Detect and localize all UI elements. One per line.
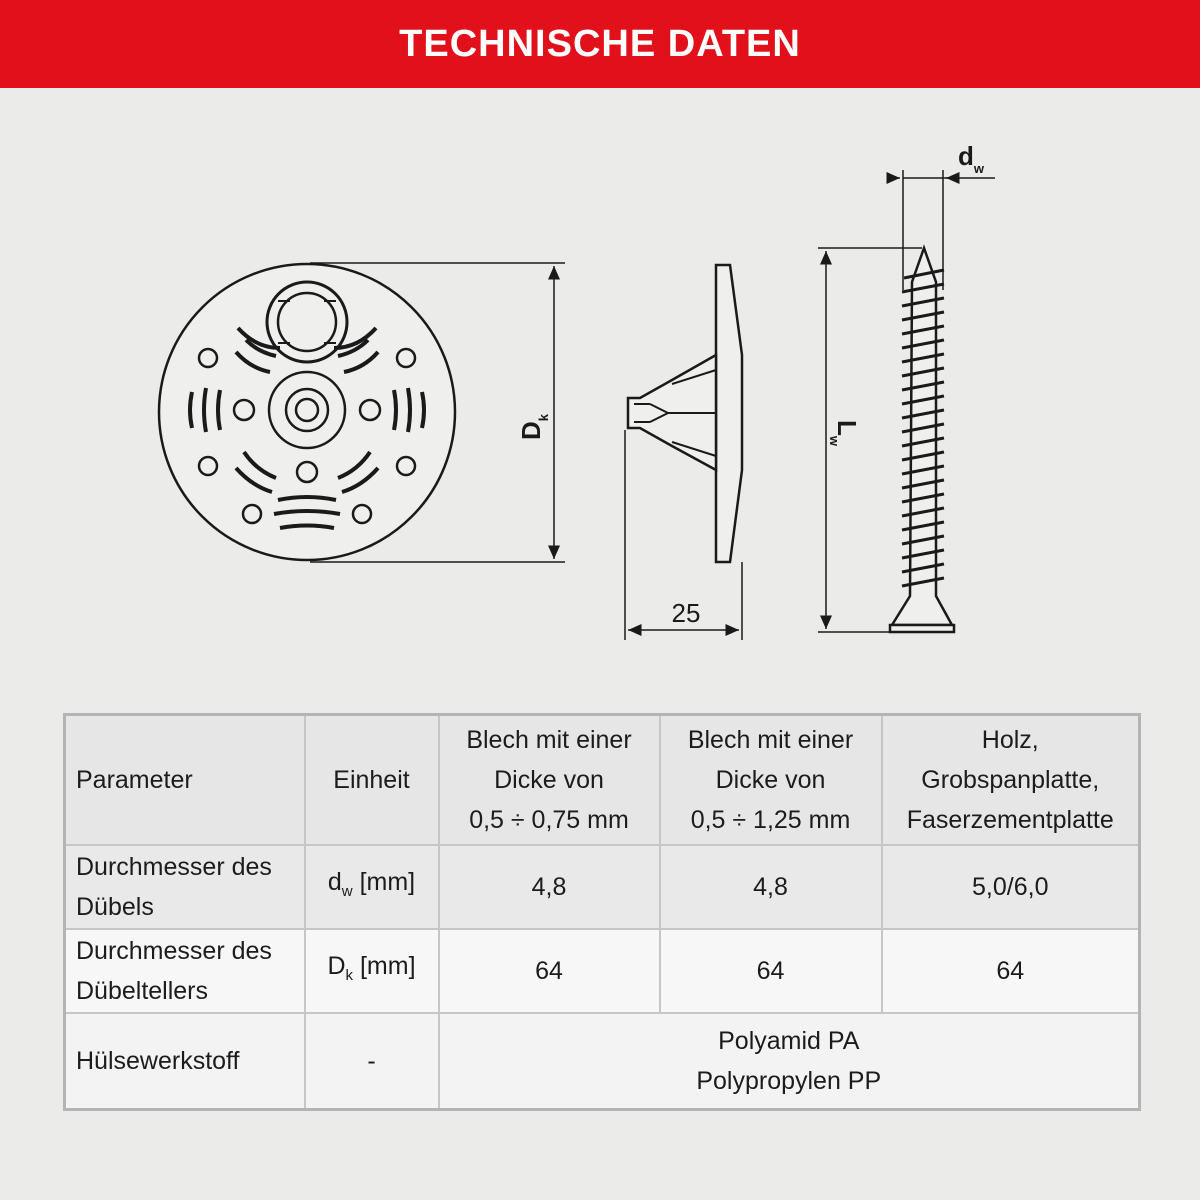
row-value: 5,0/6,0 xyxy=(882,845,1140,929)
lw-label: $L_w$ xyxy=(827,420,862,447)
row-value: 4,8 xyxy=(439,845,660,929)
row-value: 64 xyxy=(660,929,882,1013)
row-unit: $d_w$ [mm] xyxy=(305,845,439,929)
dk-label: $D_k$ xyxy=(516,413,551,440)
table-row xyxy=(65,845,1140,929)
row-value: 64 xyxy=(882,929,1140,1013)
header-unit: Einheit xyxy=(305,715,439,846)
anchor-side-view xyxy=(628,265,742,562)
width-label: 25 xyxy=(671,598,701,628)
header-col1: Blech mit einer Dicke von 0,5 ÷ 0,75 mm xyxy=(439,715,660,846)
row-param: Hülsewerkstoff xyxy=(65,1013,305,1110)
table-row xyxy=(65,929,1140,1013)
page-title: TECHNISCHE DATEN xyxy=(399,22,801,65)
row-unit: $D_k$ [mm] xyxy=(305,929,439,1013)
row-unit: - xyxy=(305,1013,439,1110)
dw-label: $d_w$ xyxy=(958,141,985,176)
header-col3: Holz, Grobspanplatte, Faserzementplatte xyxy=(882,715,1140,846)
row-param: Durchmesser des Dübels xyxy=(65,845,305,929)
row-value: 4,8 xyxy=(660,845,882,929)
table-header-row xyxy=(65,715,1140,846)
table-row xyxy=(65,1013,1140,1110)
row-material: Polyamid PA Polypropylen PP xyxy=(439,1013,1140,1110)
row-value: 64 xyxy=(439,929,660,1013)
title-banner xyxy=(0,0,1200,88)
spec-table xyxy=(63,713,1141,1111)
technical-drawing xyxy=(0,88,1200,708)
washer-front-view xyxy=(159,264,455,560)
row-param: Durchmesser des Dübeltellers xyxy=(65,929,305,1013)
header-col2: Blech mit einer Dicke von 0,5 ÷ 1,25 mm xyxy=(660,715,882,846)
header-parameter: Parameter xyxy=(65,715,305,846)
screw-drawing xyxy=(890,248,954,632)
